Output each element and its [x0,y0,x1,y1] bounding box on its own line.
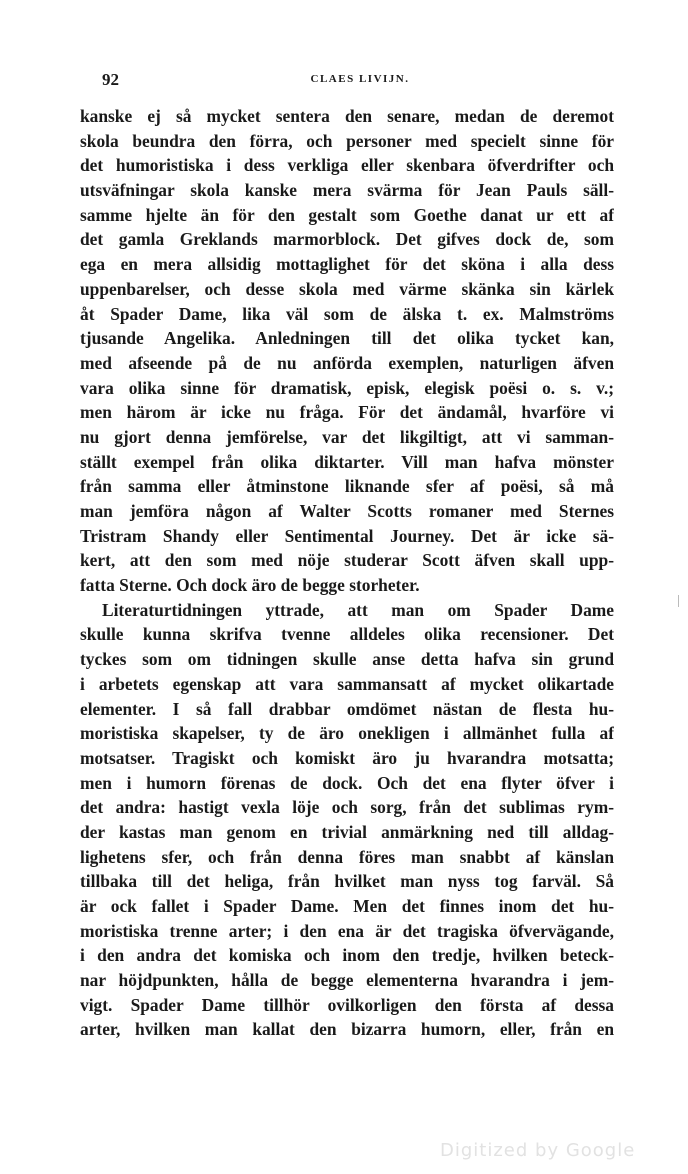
text-line: kert, att den som med nöje studerar Scott äfven skall upp- [80,550,614,571]
text-line: det gamla Greklands marmorblock. Det gifves dock de, som [80,229,614,250]
text-line: man jemföra någon af Walter Scotts romaner med Sternes [80,501,614,521]
text-line: tyckes som om tidningen skulle anse detta hafva sin grund [80,649,614,670]
text-line: är ock fallet i Spader Dame. Men det finnes inom det hu- [80,896,614,916]
text-line: ega en mera allsidig mottaglighet för det sköna i alla dess [80,254,614,275]
text-line: uppenbarelser, och desse skola med värme skänka sin kärlek [80,278,614,299]
text-line: åt Spader Dame, lika väl som de älska t. ex. Malmströms [80,303,614,324]
text-line: skola beundra den förra, och personer med specielt sinne för [80,130,614,151]
text-line: tillbaka till det heliga, från hvilket man nyss tog farväl. Så [80,871,614,892]
text-line: i arbetets egenskap att vara sammansatt af mycket olikartade [80,673,614,694]
watermark: Digitized by Google [440,1140,636,1161]
text-line: lighetens sfer, och från denna föres man snabbt af känslan [80,846,614,867]
page-number: 92 [102,70,119,89]
running-head [100,70,620,92]
text-line: fatta Sterne. Och dock äro de begge storheter. [80,575,420,596]
margin-mark [678,595,679,607]
text-line: kanske ej så mycket sentera den senare, medan de deremot [80,106,614,126]
text-line: moristiska trenne arter; i den ena är det tragiska öfvervägande, [80,920,614,941]
text-line: arter, hvilken man kallat den bizarra humorn, eller, från en [80,1019,614,1040]
text-line: utsväfningar skola kanske mera svärma för Jean Pauls säll- [80,180,614,201]
text-line: nar höjdpunkten, hålla de begge elementerna hvarandra i jem- [80,970,614,991]
text-line: i den andra det komiska och inom den tredje, hvilken beteck- [80,945,614,966]
text-line: ställt exempel från olika diktarter. Vill man hafva mönster [80,451,614,472]
running-title: CLAES LIVIJN. [310,73,410,85]
text-line: tjusande Angelika. Anledningen till det olika tycket kan, [80,328,614,349]
text-line: nu gjort denna jemförelse, var det likgiltigt, att vi samman- [80,426,614,447]
text-line: vara olika sinne för dramatisk, episk, elegisk poësi o. s. v.; [80,377,614,398]
text-line: der kastas man genom en trivial anmärkning ned till alldag- [80,821,614,842]
body-text [80,104,614,1042]
text-line: samme hjelte än för den gestalt som Goethe danat ur ett af [80,204,614,225]
text-line: med afseende på de nu anförda exemplen, naturligen äfven [80,352,614,373]
text-line: vigt. Spader Dame tillhör ovilkorligen den första af dessa [80,994,614,1015]
text-line: moristiska skapelser, ty de äro onekligen i allmänhet fulla af [80,723,614,744]
text-line: men härom är icke nu fråga. För det ändamål, hvarföre vi [80,402,614,423]
text-line: skulle kunna skrifva tvenne alldeles olika recensioner. Det [80,624,614,645]
text-line: Tristram Shandy eller Sentimental Journey. Det är icke sä- [80,525,614,546]
text-line: det andra: hastigt vexla löje och sorg, från det sublimas rym- [80,797,614,818]
text-line: motsatser. Tragiskt och komiskt äro ju hvarandra motsatta; [80,747,614,768]
text-line: elementer. I så fall drabbar omdömet nästan de flesta hu- [80,698,614,719]
text-line: men i humorn förenas de dock. Och det ena flyter öfver i [80,772,614,793]
text-line: det humoristiska i dess verkliga eller skenbara öfverdrifter och [80,155,614,176]
text-line: Literaturtidningen yttrade, att man om Spader Dame [102,599,614,620]
text-line: från samma eller åtminstone liknande sfer af poësi, så må [80,476,614,497]
